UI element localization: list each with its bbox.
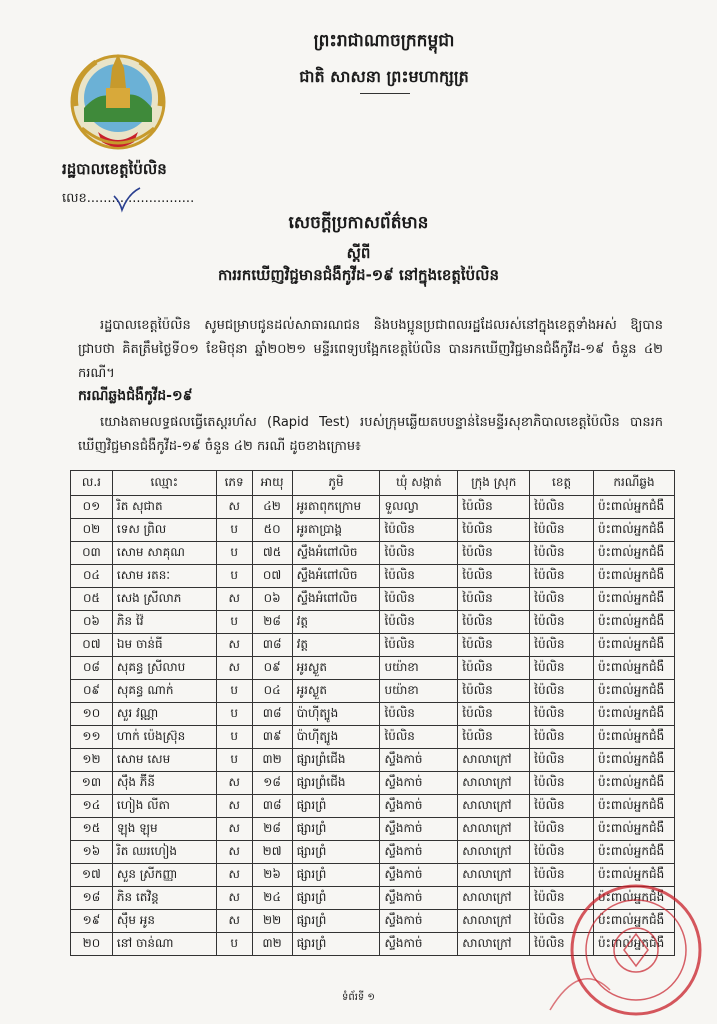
cell-case-type: ប៉ះពាល់អ្នកជំងឺ bbox=[593, 542, 674, 565]
col-header-age: អាយុ bbox=[252, 471, 292, 496]
cell-district: ប៉ៃលិន bbox=[458, 634, 530, 657]
cell-commune: ស្ទឹងកាច់ bbox=[380, 933, 458, 956]
cell-age: ៣២ bbox=[252, 749, 292, 772]
provincial-emblem-logo bbox=[62, 48, 174, 160]
col-header-district: ក្រុង ស្រុក bbox=[458, 471, 530, 496]
cell-sex: ប bbox=[216, 542, 252, 565]
cell-sex: ស bbox=[216, 634, 252, 657]
cell-village: ផ្សារព្រំ bbox=[292, 841, 380, 864]
title-about: ស្តីពី bbox=[346, 244, 371, 262]
table-row bbox=[71, 772, 675, 795]
table-row bbox=[71, 542, 675, 565]
cell-age: ៣២ bbox=[252, 933, 292, 956]
col-header-commune: ឃុំ សង្កាត់ bbox=[380, 471, 458, 496]
cell-case-type: ប៉ះពាល់អ្នកជំងឺ bbox=[593, 588, 674, 611]
cell-name: ស៊ឹង ភ៊ីនី bbox=[112, 772, 216, 795]
cell-province: ប៉ៃលិន bbox=[530, 565, 594, 588]
cell-province: ប៉ៃលិន bbox=[530, 933, 594, 956]
col-header-name: ឈ្មោះ bbox=[112, 471, 216, 496]
cell-commune: ស្ទឹងកាច់ bbox=[380, 818, 458, 841]
cell-sex: ស bbox=[216, 496, 252, 519]
cell-case-type: ប៉ះពាល់អ្នកជំងឺ bbox=[593, 496, 674, 519]
cell-district: ប៉ៃលិន bbox=[458, 519, 530, 542]
cell-commune: ស្ទឹងកាច់ bbox=[380, 772, 458, 795]
table-row bbox=[71, 496, 675, 519]
check-mark-signature bbox=[112, 186, 142, 214]
cell-age: ៣៨ bbox=[252, 795, 292, 818]
cell-no: ០៩ bbox=[71, 680, 113, 703]
cell-age: ០៩ bbox=[252, 657, 292, 680]
cell-name: ឯម ចាន់ធី bbox=[112, 634, 216, 657]
cell-province: ប៉ៃលិន bbox=[530, 657, 594, 680]
cell-commune: បយ៉ាខា bbox=[380, 657, 458, 680]
cell-province: ប៉ៃលិន bbox=[530, 818, 594, 841]
cell-no: ០១ bbox=[71, 496, 113, 519]
issuing-office: រដ្ឋបាលខេត្តប៉ៃលិន bbox=[62, 160, 167, 178]
cell-village: ផ្សារព្រំជើង bbox=[292, 749, 380, 772]
table-row bbox=[71, 519, 675, 542]
cell-commune: ស្ទឹងកាច់ bbox=[380, 841, 458, 864]
cell-name: ភិន តេវិន្ត bbox=[112, 887, 216, 910]
cell-name: សួន ស្រីកញ្ញា bbox=[112, 864, 216, 887]
cell-province: ប៉ៃលិន bbox=[530, 726, 594, 749]
col-header-sex: ភេទ bbox=[216, 471, 252, 496]
cell-province: ប៉ៃលិន bbox=[530, 910, 594, 933]
cell-commune: បយ៉ាខា bbox=[380, 680, 458, 703]
cell-village: ផ្សារព្រំ bbox=[292, 887, 380, 910]
cell-village: វត្ត bbox=[292, 611, 380, 634]
cell-village: ផ្សារព្រំ bbox=[292, 864, 380, 887]
page-number: ទំព័រទី ១ bbox=[342, 992, 375, 1003]
cell-commune: ប៉ៃលិន bbox=[380, 519, 458, 542]
col-header-no: ល.រ bbox=[71, 471, 113, 496]
cell-age: ១៨ bbox=[252, 772, 292, 795]
cell-province: ប៉ៃលិន bbox=[530, 795, 594, 818]
cell-name: សួរ វណ្ណា bbox=[112, 703, 216, 726]
cell-sex: ប bbox=[216, 611, 252, 634]
cell-village: ស្ទឹងអំពៅលិច bbox=[292, 542, 380, 565]
cell-case-type: ប៉ះពាល់អ្នកជំងឺ bbox=[593, 726, 674, 749]
cell-province: ប៉ៃលិន bbox=[530, 588, 594, 611]
cell-district: ប៉ៃលិន bbox=[458, 611, 530, 634]
cell-district: ប៉ៃលិន bbox=[458, 496, 530, 519]
cell-district: ប៉ៃលិន bbox=[458, 703, 530, 726]
cell-name: ស៊ឹម អូន bbox=[112, 910, 216, 933]
cell-district: ប៉ៃលិន bbox=[458, 726, 530, 749]
cell-no: ១៩ bbox=[71, 910, 113, 933]
cell-district: សាលាក្រៅ bbox=[458, 887, 530, 910]
table-row bbox=[71, 726, 675, 749]
cell-name: សេង ស្រីលាភ bbox=[112, 588, 216, 611]
cell-commune: ប៉ៃលិន bbox=[380, 542, 458, 565]
cell-no: ១៨ bbox=[71, 887, 113, 910]
cell-name: ទេស ព្រិល bbox=[112, 519, 216, 542]
cell-province: ប៉ៃលិន bbox=[530, 680, 594, 703]
document-title: សេចក្តីប្រកាសព័ត៌មាន bbox=[288, 213, 429, 233]
section-heading: ករណីឆ្លងជំងឺកូវីដ-១៩ bbox=[78, 388, 193, 404]
cell-sex: ស bbox=[216, 864, 252, 887]
cell-village: ប៉ាហ៊ីត្បូង bbox=[292, 726, 380, 749]
cell-no: ១៧ bbox=[71, 864, 113, 887]
cell-sex: ប bbox=[216, 749, 252, 772]
cell-no: ១៣ bbox=[71, 772, 113, 795]
cell-name: ហាក់ ប៉េងស្រ៊ុន bbox=[112, 726, 216, 749]
cell-no: ១១ bbox=[71, 726, 113, 749]
cell-age: ០៧ bbox=[252, 565, 292, 588]
cell-case-type: ប៉ះពាល់អ្នកជំងឺ bbox=[593, 864, 674, 887]
cell-case-type: ប៉ះពាល់អ្នកជំងឺ bbox=[593, 933, 674, 956]
cell-case-type: ប៉ះពាល់អ្នកជំងឺ bbox=[593, 749, 674, 772]
table-row bbox=[71, 795, 675, 818]
cell-age: ៣៩ bbox=[252, 726, 292, 749]
cell-commune: ប៉ៃលិន bbox=[380, 588, 458, 611]
cell-district: សាលាក្រៅ bbox=[458, 910, 530, 933]
cell-province: ប៉ៃលិន bbox=[530, 841, 594, 864]
cell-no: ០៧ bbox=[71, 634, 113, 657]
official-seal-stamp bbox=[540, 870, 708, 1020]
table-row bbox=[71, 634, 675, 657]
cell-name: សោម សេម bbox=[112, 749, 216, 772]
cell-no: ១០ bbox=[71, 703, 113, 726]
table-row bbox=[71, 565, 675, 588]
cell-district: សាលាក្រៅ bbox=[458, 749, 530, 772]
cell-sex: ស bbox=[216, 818, 252, 841]
cell-commune: ស្ទឹងកាច់ bbox=[380, 795, 458, 818]
cell-age: ២៧ bbox=[252, 841, 292, 864]
cell-district: ប៉ៃលិន bbox=[458, 588, 530, 611]
cell-name: ហៀង លីតា bbox=[112, 795, 216, 818]
cell-no: ២០ bbox=[71, 933, 113, 956]
cell-age: ២២ bbox=[252, 910, 292, 933]
cell-case-type: ប៉ះពាល់អ្នកជំងឺ bbox=[593, 680, 674, 703]
cell-village: ផ្សារព្រំជើង bbox=[292, 772, 380, 795]
cell-commune: ប៉ៃលិន bbox=[380, 565, 458, 588]
cell-sex: ប bbox=[216, 726, 252, 749]
cell-sex: ស bbox=[216, 841, 252, 864]
cell-sex: ស bbox=[216, 910, 252, 933]
cell-no: ១៤ bbox=[71, 795, 113, 818]
table-row bbox=[71, 680, 675, 703]
cell-name: សុគន្ធ ស្រីលាប bbox=[112, 657, 216, 680]
cell-village: អូរស្ងួត bbox=[292, 657, 380, 680]
cell-province: ប៉ៃលិន bbox=[530, 519, 594, 542]
cell-case-type: ប៉ះពាល់អ្នកជំងឺ bbox=[593, 565, 674, 588]
cell-village: អូរស្ងួត bbox=[292, 680, 380, 703]
cell-age: ៥០ bbox=[252, 519, 292, 542]
cell-sex: ស bbox=[216, 657, 252, 680]
table-header-row bbox=[71, 471, 675, 496]
cell-name: ឡុង ឡុម bbox=[112, 818, 216, 841]
cell-province: ប៉ៃលិន bbox=[530, 772, 594, 795]
cell-no: ០៦ bbox=[71, 611, 113, 634]
cell-age: ២៦ bbox=[252, 864, 292, 887]
cell-commune: ប៉ៃលិន bbox=[380, 726, 458, 749]
cell-province: ប៉ៃលិន bbox=[530, 864, 594, 887]
cell-age: ៣៨ bbox=[252, 703, 292, 726]
cell-sex: ស bbox=[216, 588, 252, 611]
cell-village: អូរតាពុកក្រោម bbox=[292, 496, 380, 519]
cell-district: សាលាក្រៅ bbox=[458, 841, 530, 864]
table-row bbox=[71, 588, 675, 611]
cell-village: ផ្សារព្រំ bbox=[292, 910, 380, 933]
cell-sex: ប bbox=[216, 933, 252, 956]
cell-name: សុគន្ធ ណាក់ bbox=[112, 680, 216, 703]
cell-district: សាលាក្រៅ bbox=[458, 818, 530, 841]
cell-commune: ប៉ៃលិន bbox=[380, 634, 458, 657]
cell-age: ០៤ bbox=[252, 680, 292, 703]
national-motto: ជាតិ សាសនា ព្រះមហាក្សត្រ bbox=[299, 67, 469, 86]
cell-case-type: ប៉ះពាល់អ្នកជំងឺ bbox=[593, 772, 674, 795]
reference-number-line: លេខ.......................... bbox=[62, 191, 195, 206]
cell-commune: ស្ទឹងកាច់ bbox=[380, 887, 458, 910]
cell-no: ០៥ bbox=[71, 588, 113, 611]
cell-case-type: ប៉ះពាល់អ្នកជំងឺ bbox=[593, 634, 674, 657]
cell-age: ៤២ bbox=[252, 496, 292, 519]
cell-no: ០៣ bbox=[71, 542, 113, 565]
cell-no: ០២ bbox=[71, 519, 113, 542]
cell-age: ២៤ bbox=[252, 887, 292, 910]
cell-age: ២៨ bbox=[252, 818, 292, 841]
cell-age: ០៦ bbox=[252, 588, 292, 611]
cell-sex: ស bbox=[216, 887, 252, 910]
document-subject: ការរកឃើញវិជ្ជមានជំងឺកូវីដ-១៩ នៅក្នុងខេត្តប៉ៃលិន bbox=[218, 266, 499, 284]
cell-province: ប៉ៃលិន bbox=[530, 611, 594, 634]
cell-sex: ស bbox=[216, 795, 252, 818]
cell-village: ស្ទឹងអំពៅលិច bbox=[292, 588, 380, 611]
cell-district: សាលាក្រៅ bbox=[458, 933, 530, 956]
cell-name: រិត សុជាត bbox=[112, 496, 216, 519]
cell-province: ប៉ៃលិន bbox=[530, 887, 594, 910]
cell-case-type: ប៉ះពាល់អ្នកជំងឺ bbox=[593, 841, 674, 864]
cell-commune: ស្ទឹងកាច់ bbox=[380, 910, 458, 933]
cell-sex: ប bbox=[216, 565, 252, 588]
cell-sex: ប bbox=[216, 703, 252, 726]
cell-village: ផ្សារព្រំ bbox=[292, 795, 380, 818]
cell-district: សាលាក្រៅ bbox=[458, 864, 530, 887]
cell-province: ប៉ៃលិន bbox=[530, 703, 594, 726]
cell-province: ប៉ៃលិន bbox=[530, 749, 594, 772]
cell-commune: ទួលល្វា bbox=[380, 496, 458, 519]
table-row bbox=[71, 611, 675, 634]
cell-village: ប៉ាហ៊ីត្បូង bbox=[292, 703, 380, 726]
col-header-village: ភូមិ bbox=[292, 471, 380, 496]
cell-case-type: ប៉ះពាល់អ្នកជំងឺ bbox=[593, 910, 674, 933]
cell-no: ០៤ bbox=[71, 565, 113, 588]
cell-district: ប៉ៃលិន bbox=[458, 542, 530, 565]
cell-village: ស្ទឹងអំពៅលិច bbox=[292, 565, 380, 588]
cell-village: ផ្សារព្រំ bbox=[292, 818, 380, 841]
cell-age: ៣៨ bbox=[252, 634, 292, 657]
intro-paragraph: រដ្ឋបាលខេត្តប៉ៃលិន សូមជម្រាបជូនដល់សាធារណជន និងបងប្អូនប្រជាពលរដ្ឋដែលរស់នៅក្នុងខេត្តទាំងអស់ ឱ្យបានជ្រាបថា គិតត្រឹមថ្ងៃទី០១ ខែមិថុនា ឆ្នាំ២០២១ មន្ទីរពេទ្យបង្អែកខេត្តប៉ៃលិន បានរកឃើញវិជ្ជមានជំងឺកូវីដ-១៩ ចំនួន ៤២ ករណី។ bbox=[78, 318, 663, 381]
cell-district: ប៉ៃលិន bbox=[458, 565, 530, 588]
cell-no: ១២ bbox=[71, 749, 113, 772]
section-paragraph: យោងតាមលទ្ធផលធ្វើតេស្តរហ័ស (Rapid Test) របស់ក្រុមឆ្លើយតបបន្ទាន់នៃមន្ទីរសុខាភិបាលខេត្តប៉ៃលិន បានរកឃើញវិជ្ជមានជំងឺកូវីដ-១៩ ចំនួន ៤២ ករណី ដូចខាងក្រោម៖ bbox=[78, 415, 663, 454]
cell-village: វត្ត bbox=[292, 634, 380, 657]
cell-province: ប៉ៃលិន bbox=[530, 496, 594, 519]
cell-district: ប៉ៃលិន bbox=[458, 680, 530, 703]
cell-province: ប៉ៃលិន bbox=[530, 542, 594, 565]
cell-sex: ប bbox=[216, 519, 252, 542]
cell-no: ១៦ bbox=[71, 841, 113, 864]
table-row bbox=[71, 841, 675, 864]
cell-sex: ប bbox=[216, 680, 252, 703]
table-row bbox=[71, 657, 675, 680]
cell-age: ២៨ bbox=[252, 611, 292, 634]
col-header-province: ខេត្ត bbox=[530, 471, 594, 496]
cell-case-type: ប៉ះពាល់អ្នកជំងឺ bbox=[593, 795, 674, 818]
cell-sex: ស bbox=[216, 772, 252, 795]
header-divider bbox=[360, 93, 410, 94]
cell-name: នៅ ចាន់ណា bbox=[112, 933, 216, 956]
cell-commune: ស្ទឹងកាច់ bbox=[380, 749, 458, 772]
col-header-case-type: ករណីឆ្លង bbox=[593, 471, 674, 496]
table-row bbox=[71, 749, 675, 772]
cell-age: ៧៥ bbox=[252, 542, 292, 565]
cell-commune: ប៉ៃលិន bbox=[380, 611, 458, 634]
cell-district: ប៉ៃលិន bbox=[458, 657, 530, 680]
cell-district: សាលាក្រៅ bbox=[458, 795, 530, 818]
cell-case-type: ប៉ះពាល់អ្នកជំងឺ bbox=[593, 611, 674, 634]
cell-no: ០៨ bbox=[71, 657, 113, 680]
cell-village: ផ្សារព្រំ bbox=[292, 933, 380, 956]
cell-name: ភិន វ៉ៃ bbox=[112, 611, 216, 634]
cell-case-type: ប៉ះពាល់អ្នកជំងឺ bbox=[593, 887, 674, 910]
cell-commune: ស្ទឹងកាច់ bbox=[380, 864, 458, 887]
table-row bbox=[71, 818, 675, 841]
cell-case-type: ប៉ះពាល់អ្នកជំងឺ bbox=[593, 657, 674, 680]
cell-no: ១៥ bbox=[71, 818, 113, 841]
cell-province: ប៉ៃលិន bbox=[530, 634, 594, 657]
cell-commune: ប៉ៃលិន bbox=[380, 703, 458, 726]
cell-case-type: ប៉ះពាល់អ្នកជំងឺ bbox=[593, 818, 674, 841]
cell-name: រិត ឈរហៀង bbox=[112, 841, 216, 864]
kingdom-heading: ព្រះរាជាណាចក្រកម្ពុជា bbox=[313, 31, 455, 51]
cell-district: សាលាក្រៅ bbox=[458, 772, 530, 795]
cell-case-type: ប៉ះពាល់អ្នកជំងឺ bbox=[593, 703, 674, 726]
cell-case-type: ប៉ះពាល់អ្នកជំងឺ bbox=[593, 519, 674, 542]
cell-name: សោម រតនៈ bbox=[112, 565, 216, 588]
table-row bbox=[71, 703, 675, 726]
cell-name: សោម សាគុណ bbox=[112, 542, 216, 565]
cell-village: អូរតាប្រាង្គ bbox=[292, 519, 380, 542]
